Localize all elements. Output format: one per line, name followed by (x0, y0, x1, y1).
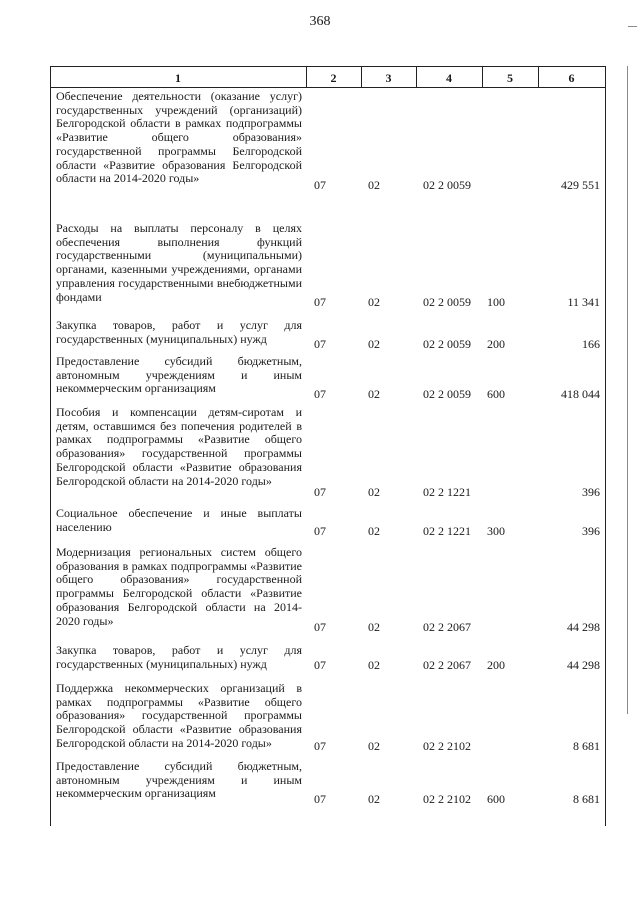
row-target-article: 02 2 2067 (423, 658, 471, 672)
table-header-rule (50, 87, 606, 88)
row-target-article: 02 2 2067 (423, 620, 471, 634)
page-number: 368 (309, 14, 331, 29)
row-amount: 166 (582, 337, 600, 351)
row-target-article: 02 2 1221 (423, 524, 471, 538)
row-subsection: 02 (368, 178, 380, 192)
row-section: 07 (314, 792, 326, 806)
row-subsection: 02 (368, 485, 380, 499)
column-header-expense-type: 5 (507, 71, 513, 85)
table-border-left (50, 66, 51, 826)
table-top-rule (50, 66, 606, 67)
row-expense-type: 200 (487, 337, 505, 351)
row-section: 07 (314, 739, 326, 753)
row-amount: 429 551 (561, 178, 600, 192)
row-description: Модернизация региональных систем общего образования в рамках подпрограммы «Развитие общего образования» государственной программы Белгородской области «Развитие образования Белгородской области на 2014-2020 годы» (56, 545, 302, 628)
column-header-description: 1 (175, 71, 181, 85)
row-description: Социальное обеспечение и иные выплаты населению (56, 506, 302, 534)
row-amount: 8 681 (573, 739, 600, 753)
table-border-right (605, 66, 606, 826)
row-subsection: 02 (368, 295, 380, 309)
row-expense-type: 600 (487, 387, 505, 401)
row-subsection: 02 (368, 620, 380, 634)
row-description: Обеспечение деятельности (оказание услуг) государственных учреждений (организаций) Белгородской области в рамках подпрограммы «Развитие общего образования» государственной программы Белгородской области «Развитие образования Белгородской области на 2014-2020 годы» (56, 89, 302, 186)
row-target-article: 02 2 1221 (423, 485, 471, 499)
row-target-article: 02 2 2102 (423, 739, 471, 753)
row-description: Поддержка некоммерческих организаций в рамках подпрограммы «Развитие общего образования» государственной программы Белгородской области «Развитие образования Белгородской области на 2014-2020 годы» (56, 681, 302, 750)
row-description: Расходы на выплаты персоналу в целях обеспечения выполнения функций государственными (муниципальными) органами, казенными учреждениями, органами управления государственными внебюджетными фондами (56, 221, 302, 304)
row-section: 07 (314, 387, 326, 401)
column-header-subsection: 3 (385, 71, 392, 85)
row-section: 07 (314, 524, 326, 538)
row-subsection: 02 (368, 524, 380, 538)
row-description: Предоставление субсидий бюджетным, автономным учреждениям и иным некоммерческим организациям (56, 759, 302, 801)
row-target-article: 02 2 0059 (423, 178, 471, 192)
budget-table (50, 66, 606, 826)
row-expense-type: 300 (487, 524, 505, 538)
row-expense-type: 600 (487, 792, 505, 806)
row-amount: 396 (582, 485, 600, 499)
row-expense-type: 200 (487, 658, 505, 672)
row-amount: 8 681 (573, 792, 600, 806)
row-section: 07 (314, 178, 326, 192)
row-target-article: 02 2 0059 (423, 387, 471, 401)
row-subsection: 02 (368, 658, 380, 672)
row-amount: 44 298 (567, 620, 600, 634)
row-subsection: 02 (368, 739, 380, 753)
row-description: Предоставление субсидий бюджетным, автономным учреждениям и иным некоммерческим организациям (56, 354, 302, 396)
row-expense-type: 100 (487, 295, 505, 309)
column-header-amount: 6 (568, 71, 575, 85)
column-header-section: 2 (330, 71, 337, 85)
row-section: 07 (314, 658, 326, 672)
row-amount: 11 341 (567, 295, 600, 309)
row-target-article: 02 2 0059 (423, 295, 471, 309)
row-amount: 418 044 (561, 387, 600, 401)
column-header-target-article: 4 (446, 71, 452, 85)
row-section: 07 (314, 295, 326, 309)
row-description: Пособия и компенсации детям-сиротам и детям, оставшимся без попечения родителей в рамках подпрограммы «Развитие общего образования» государственной программы Белгородской области «Развитие образования Белгородской области на 2014-2020 годы» (56, 405, 302, 488)
row-section: 07 (314, 485, 326, 499)
row-target-article: 02 2 0059 (423, 337, 471, 351)
scan-mark (628, 26, 637, 27)
row-description: Закупка товаров, работ и услуг для государственных (муниципальных) нужд (56, 318, 302, 346)
row-amount: 44 298 (567, 658, 600, 672)
row-subsection: 02 (368, 337, 380, 351)
scan-mark (627, 66, 628, 714)
row-subsection: 02 (368, 387, 380, 401)
row-target-article: 02 2 2102 (423, 792, 471, 806)
row-amount: 396 (582, 524, 600, 538)
row-section: 07 (314, 337, 326, 351)
row-section: 07 (314, 620, 326, 634)
row-description: Закупка товаров, работ и услуг для государственных (муниципальных) нужд (56, 643, 302, 671)
row-subsection: 02 (368, 792, 380, 806)
